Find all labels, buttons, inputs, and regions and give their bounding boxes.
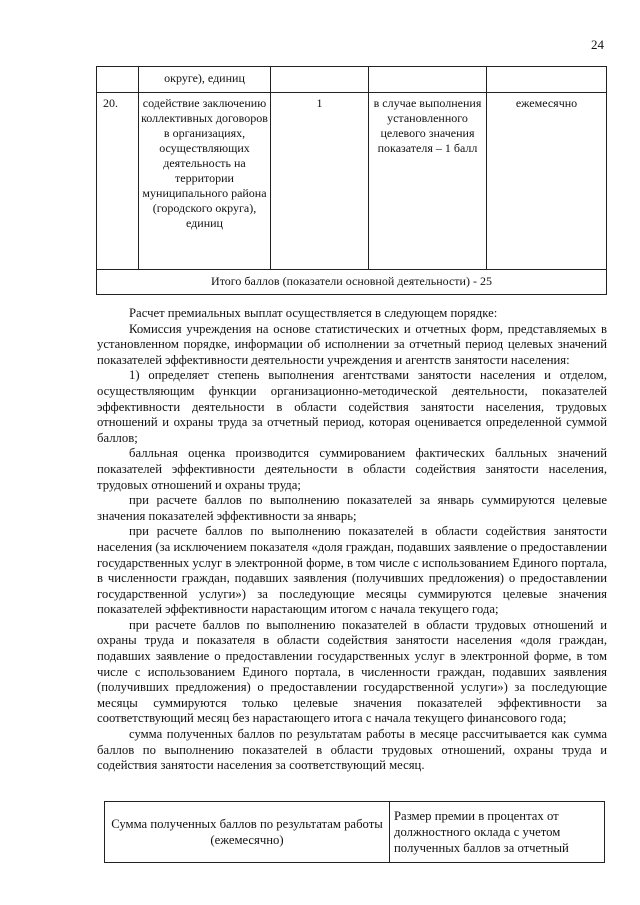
indicators-table — [96, 66, 607, 295]
bonus-size-header: Размер премии в процентах от должностного оклада с учетом полученных баллов за отчетный — [390, 802, 605, 863]
paragraph: Комиссия учреждения на основе статистических и отчетных форм, представляемых в установленном порядке, информации об исполнении за отчетный период целевых значений показателей эффективности деятельности учреждения и агентств занятости населения: — [97, 321, 607, 367]
total-row: Итого баллов (показатели основной деятельности) - 25 — [97, 270, 607, 295]
paragraph: 1) определяет степень выполнения агентствами занятости населения и отделом, осуществляющим функции организационно-методической деятельности, показателей эффективности деятельности в области содействия занятости населения, трудовых отношений и охраны труда за отчетный период, которая оценивается определенной суммой баллов; — [97, 368, 607, 445]
indicator-cell: содействие заключению коллективных договоров в организациях, осуществляющих деятельность на территории муниципального района (городского округа), единиц — [139, 93, 271, 270]
paragraph: при расчете баллов по выполнению показателей в области содействия занятости населения (за исключением показателя «доля граждан, подавших заявление о предоставлении государственных услуг в электронной форме, в том числе с использованием Единого портала, в численности граждан, подавших заявления (получивших предложения) о предоставлении государственной услуги») за последующие месяцы суммируются целевые значения показателей эффективности нарастающим итогом с начала текущего года; — [97, 524, 607, 617]
period-cell: ежемесячно — [487, 93, 607, 270]
indicator-cell: округе), единиц — [139, 67, 271, 93]
period-cell — [487, 67, 607, 93]
paragraph: при расчете баллов по выполнению показателей за январь суммируются целевые значения показателей эффективности за январь; — [97, 493, 607, 523]
condition-cell — [369, 67, 487, 93]
value-cell: 1 — [271, 93, 369, 270]
paragraph: при расчете баллов по выполнению показателей в области трудовых отношений и охраны труда и показателя в области содействия занятости населения «доля граждан, подавших заявление о предоставлении государственных услуг в электронной форме, в том числе с использованием Единого портала, в численности граждан, подавших заявления (получивших предложения) о предоставлении государственной услуги») за последующие месяцы суммируются только целевые значения показателей эффективности за соответствующий месяц без нарастающего итога с начала текущего финансового года; — [97, 617, 607, 726]
paragraph: Расчет премиальных выплат осуществляется в следующем порядке: — [129, 306, 498, 320]
condition-cell: в случае выполнения установленного целевого значения показателя – 1 балл — [369, 93, 487, 270]
table-row — [105, 802, 605, 863]
num-cell — [97, 67, 139, 93]
num-cell: 20. — [97, 93, 139, 270]
body-text — [97, 306, 607, 774]
table-row — [97, 67, 607, 93]
table-row — [97, 93, 607, 270]
paragraph: балльная оценка производится суммированием фактических балльных значений показателей эффективности деятельности в области содействия занятости населения, трудовых отношений и охраны труда; — [97, 446, 607, 492]
paragraph: сумма полученных баллов по результатам работы в месяце рассчитывается как сумма баллов по выполнению показателей в области трудовых отношений, охраны труда и содействия занятости населения за соответствующий месяц. — [97, 727, 607, 773]
points-sum-header: Сумма полученных баллов по результатам работы (ежемесячно) — [105, 802, 390, 863]
value-cell — [271, 67, 369, 93]
bonus-table — [104, 801, 605, 863]
table-row — [97, 270, 607, 295]
page-number: 24 — [591, 37, 604, 52]
